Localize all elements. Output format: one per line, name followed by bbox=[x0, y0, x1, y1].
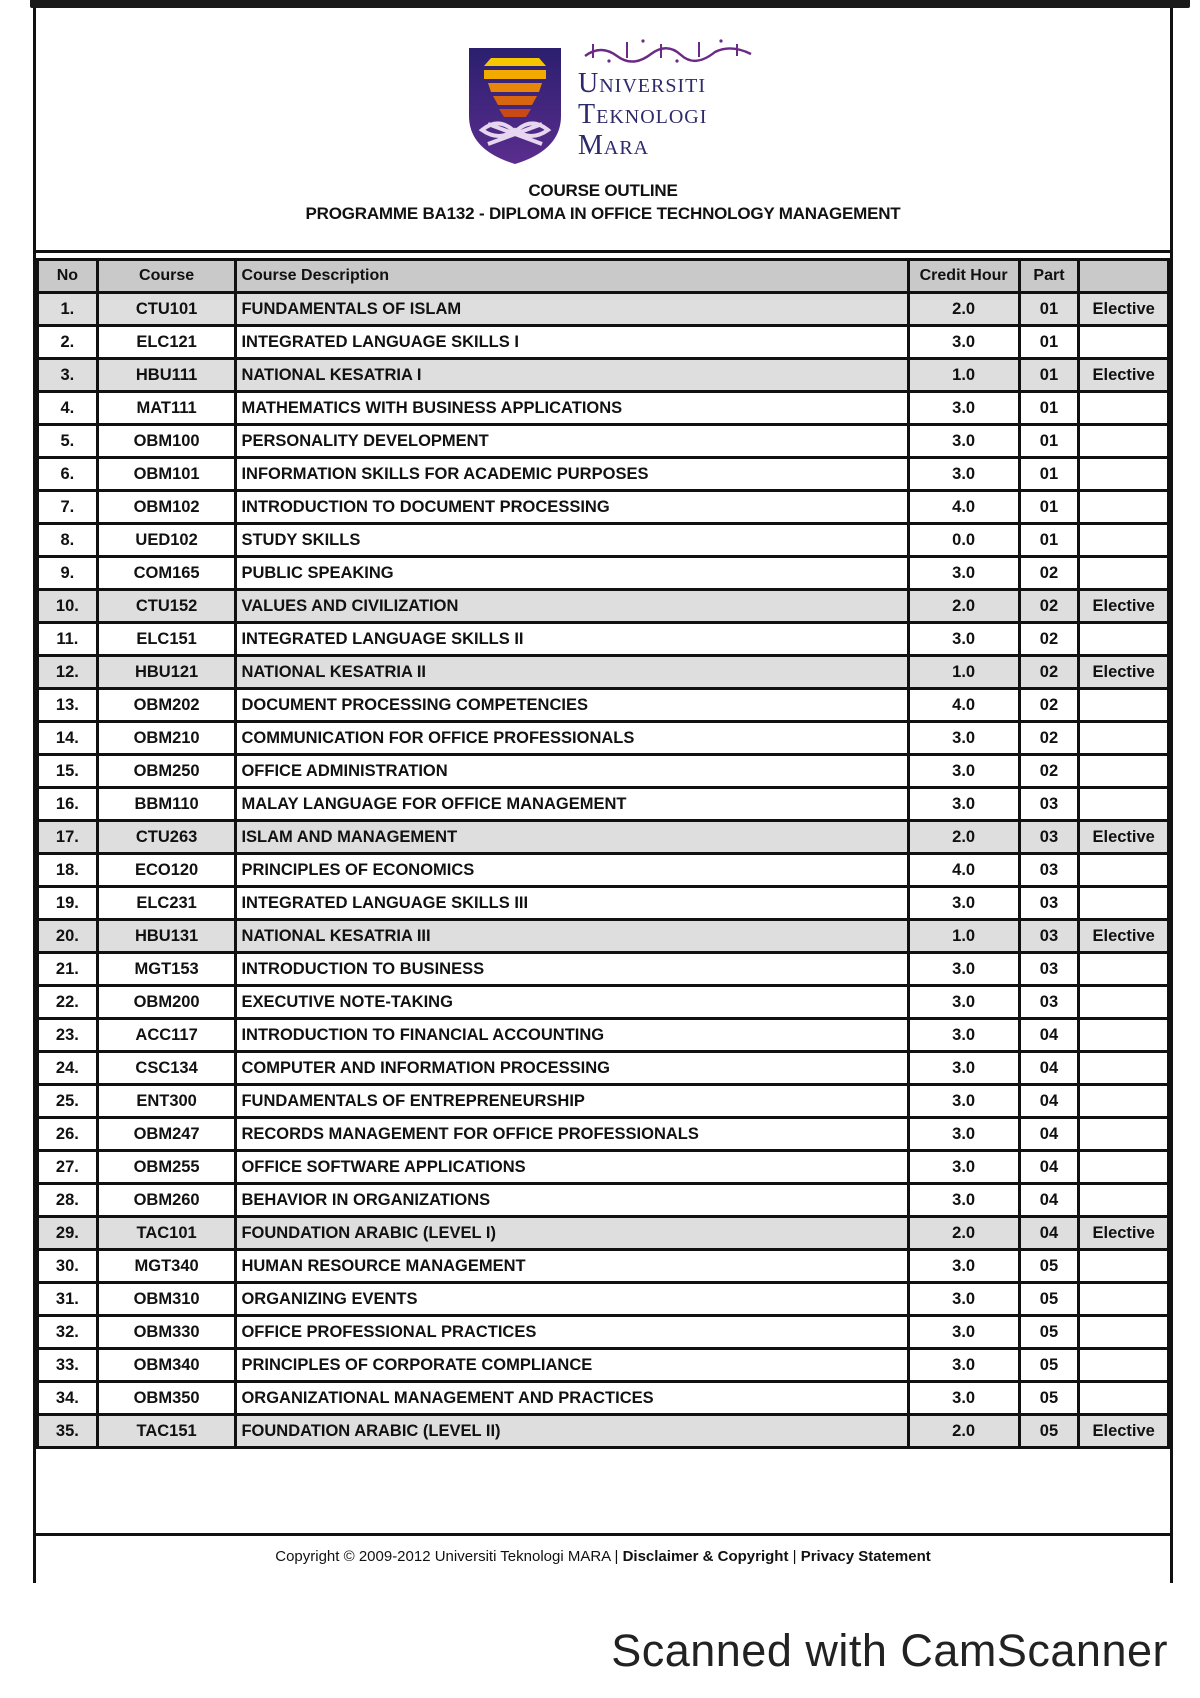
row-number: 28. bbox=[38, 1184, 98, 1217]
part-number: 02 bbox=[1019, 722, 1079, 755]
row-number: 32. bbox=[38, 1316, 98, 1349]
jawi-script-name bbox=[581, 38, 756, 64]
part-number: 04 bbox=[1019, 1085, 1079, 1118]
row-number: 10. bbox=[38, 590, 98, 623]
part-number: 01 bbox=[1019, 425, 1079, 458]
elective-label bbox=[1079, 755, 1169, 788]
credit-hour: 3.0 bbox=[908, 788, 1019, 821]
course-code: MGT153 bbox=[97, 953, 236, 986]
table-row bbox=[38, 689, 1169, 722]
document-title: COURSE OUTLINE bbox=[528, 181, 678, 200]
credit-hour: 3.0 bbox=[908, 392, 1019, 425]
part-number: 02 bbox=[1019, 623, 1079, 656]
elective-label bbox=[1079, 458, 1169, 491]
table-row bbox=[38, 953, 1169, 986]
part-number: 05 bbox=[1019, 1382, 1079, 1415]
course-code: OBM310 bbox=[97, 1283, 236, 1316]
table-row bbox=[38, 887, 1169, 920]
row-number: 35. bbox=[38, 1415, 98, 1448]
course-description: COMMUNICATION FOR OFFICE PROFESSIONALS bbox=[236, 722, 908, 755]
table-row bbox=[38, 425, 1169, 458]
elective-label bbox=[1079, 1085, 1169, 1118]
course-description: EXECUTIVE NOTE-TAKING bbox=[236, 986, 908, 1019]
credit-hour: 1.0 bbox=[908, 359, 1019, 392]
course-description: OFFICE ADMINISTRATION bbox=[236, 755, 908, 788]
credit-hour: 3.0 bbox=[908, 953, 1019, 986]
part-number: 01 bbox=[1019, 359, 1079, 392]
part-number: 03 bbox=[1019, 788, 1079, 821]
row-number: 18. bbox=[38, 854, 98, 887]
credit-hour: 3.0 bbox=[908, 1349, 1019, 1382]
row-number: 23. bbox=[38, 1019, 98, 1052]
credit-hour: 3.0 bbox=[908, 1283, 1019, 1316]
credit-hour: 3.0 bbox=[908, 1151, 1019, 1184]
course-table-body bbox=[38, 293, 1169, 1448]
course-description: INTEGRATED LANGUAGE SKILLS I bbox=[236, 326, 908, 359]
table-row bbox=[38, 1283, 1169, 1316]
row-number: 33. bbox=[38, 1349, 98, 1382]
credit-hour: 3.0 bbox=[908, 458, 1019, 491]
elective-label bbox=[1079, 1052, 1169, 1085]
part-number: 05 bbox=[1019, 1349, 1079, 1382]
table-row bbox=[38, 491, 1169, 524]
course-code: OBM247 bbox=[97, 1118, 236, 1151]
row-number: 11. bbox=[38, 623, 98, 656]
row-number: 31. bbox=[38, 1283, 98, 1316]
elective-label bbox=[1079, 887, 1169, 920]
credit-hour: 3.0 bbox=[908, 1184, 1019, 1217]
course-code: CSC134 bbox=[97, 1052, 236, 1085]
elective-label bbox=[1079, 1382, 1169, 1415]
course-description: STUDY SKILLS bbox=[236, 524, 908, 557]
credit-hour: 3.0 bbox=[908, 722, 1019, 755]
course-code: UED102 bbox=[97, 524, 236, 557]
course-code: HBU131 bbox=[97, 920, 236, 953]
row-number: 3. bbox=[38, 359, 98, 392]
column-header-note bbox=[1079, 260, 1169, 293]
course-code: ENT300 bbox=[97, 1085, 236, 1118]
credit-hour: 3.0 bbox=[908, 755, 1019, 788]
table-row bbox=[38, 1382, 1169, 1415]
document-header bbox=[36, 8, 1170, 253]
part-number: 03 bbox=[1019, 953, 1079, 986]
course-code: BBM110 bbox=[97, 788, 236, 821]
table-row bbox=[38, 1118, 1169, 1151]
column-header-description: Course Description bbox=[236, 260, 908, 293]
credit-hour: 3.0 bbox=[908, 1118, 1019, 1151]
row-number: 20. bbox=[38, 920, 98, 953]
table-row bbox=[38, 1184, 1169, 1217]
row-number: 9. bbox=[38, 557, 98, 590]
course-code: HBU121 bbox=[97, 656, 236, 689]
part-number: 01 bbox=[1019, 293, 1079, 326]
part-number: 02 bbox=[1019, 656, 1079, 689]
course-code: OBM340 bbox=[97, 1349, 236, 1382]
course-code: OBM101 bbox=[97, 458, 236, 491]
course-description: BEHAVIOR IN ORGANIZATIONS bbox=[236, 1184, 908, 1217]
elective-label: Elective bbox=[1079, 1217, 1169, 1250]
page-footer bbox=[36, 1533, 1170, 1581]
table-row bbox=[38, 1019, 1169, 1052]
part-number: 02 bbox=[1019, 755, 1079, 788]
course-code: ELC151 bbox=[97, 623, 236, 656]
course-description: PRINCIPLES OF CORPORATE COMPLIANCE bbox=[236, 1349, 908, 1382]
elective-label: Elective bbox=[1079, 920, 1169, 953]
course-description: INTRODUCTION TO BUSINESS bbox=[236, 953, 908, 986]
course-description: MATHEMATICS WITH BUSINESS APPLICATIONS bbox=[236, 392, 908, 425]
credit-hour: 3.0 bbox=[908, 986, 1019, 1019]
elective-label bbox=[1079, 425, 1169, 458]
table-row bbox=[38, 1250, 1169, 1283]
elective-label: Elective bbox=[1079, 1415, 1169, 1448]
course-description: COMPUTER AND INFORMATION PROCESSING bbox=[236, 1052, 908, 1085]
row-number: 21. bbox=[38, 953, 98, 986]
course-code: OBM330 bbox=[97, 1316, 236, 1349]
footer-separator: | bbox=[788, 1548, 801, 1565]
table-row bbox=[38, 1085, 1169, 1118]
course-code: OBM200 bbox=[97, 986, 236, 1019]
elective-label bbox=[1079, 326, 1169, 359]
row-number: 29. bbox=[38, 1217, 98, 1250]
table-row bbox=[38, 392, 1169, 425]
course-code: MAT111 bbox=[97, 392, 236, 425]
elective-label bbox=[1079, 1184, 1169, 1217]
table-row bbox=[38, 1349, 1169, 1382]
credit-hour: 3.0 bbox=[908, 1250, 1019, 1283]
credit-hour: 3.0 bbox=[908, 623, 1019, 656]
credit-hour: 3.0 bbox=[908, 425, 1019, 458]
row-number: 17. bbox=[38, 821, 98, 854]
elective-label: Elective bbox=[1079, 656, 1169, 689]
course-code: OBM255 bbox=[97, 1151, 236, 1184]
row-number: 26. bbox=[38, 1118, 98, 1151]
row-number: 22. bbox=[38, 986, 98, 1019]
credit-hour: 3.0 bbox=[908, 326, 1019, 359]
course-code: OBM210 bbox=[97, 722, 236, 755]
part-number: 01 bbox=[1019, 524, 1079, 557]
course-code: CTU152 bbox=[97, 590, 236, 623]
document-page bbox=[33, 8, 1173, 1583]
table-row bbox=[38, 722, 1169, 755]
part-number: 03 bbox=[1019, 986, 1079, 1019]
course-code: ECO120 bbox=[97, 854, 236, 887]
row-number: 13. bbox=[38, 689, 98, 722]
part-number: 02 bbox=[1019, 557, 1079, 590]
course-description: ISLAM AND MANAGEMENT bbox=[236, 821, 908, 854]
credit-hour: 2.0 bbox=[908, 821, 1019, 854]
row-number: 6. bbox=[38, 458, 98, 491]
part-number: 01 bbox=[1019, 326, 1079, 359]
course-code: CTU101 bbox=[97, 293, 236, 326]
course-code: COM165 bbox=[97, 557, 236, 590]
table-row bbox=[38, 590, 1169, 623]
elective-label bbox=[1079, 953, 1169, 986]
table-row bbox=[38, 557, 1169, 590]
course-description: VALUES AND CIVILIZATION bbox=[236, 590, 908, 623]
university-name-line: Mara bbox=[578, 130, 650, 161]
part-number: 04 bbox=[1019, 1217, 1079, 1250]
course-description: OFFICE PROFESSIONAL PRACTICES bbox=[236, 1316, 908, 1349]
credit-hour: 3.0 bbox=[908, 1052, 1019, 1085]
credit-hour: 3.0 bbox=[908, 557, 1019, 590]
course-code: TAC101 bbox=[97, 1217, 236, 1250]
column-header-credit-hour: Credit Hour bbox=[908, 260, 1019, 293]
elective-label bbox=[1079, 1250, 1169, 1283]
course-code: ELC231 bbox=[97, 887, 236, 920]
course-description: INTRODUCTION TO DOCUMENT PROCESSING bbox=[236, 491, 908, 524]
part-number: 03 bbox=[1019, 854, 1079, 887]
course-description: NATIONAL KESATRIA III bbox=[236, 920, 908, 953]
row-number: 1. bbox=[38, 293, 98, 326]
credit-hour: 1.0 bbox=[908, 920, 1019, 953]
table-row bbox=[38, 1151, 1169, 1184]
row-number: 14. bbox=[38, 722, 98, 755]
elective-label: Elective bbox=[1079, 590, 1169, 623]
part-number: 03 bbox=[1019, 887, 1079, 920]
course-description: PUBLIC SPEAKING bbox=[236, 557, 908, 590]
elective-label bbox=[1079, 623, 1169, 656]
table-row bbox=[38, 623, 1169, 656]
table-row bbox=[38, 524, 1169, 557]
credit-hour: 2.0 bbox=[908, 1415, 1019, 1448]
row-number: 34. bbox=[38, 1382, 98, 1415]
row-number: 24. bbox=[38, 1052, 98, 1085]
table-row bbox=[38, 821, 1169, 854]
credit-hour: 3.0 bbox=[908, 887, 1019, 920]
elective-label bbox=[1079, 986, 1169, 1019]
table-header-row bbox=[38, 260, 1169, 293]
course-description: ORGANIZATIONAL MANAGEMENT AND PRACTICES bbox=[236, 1382, 908, 1415]
elective-label bbox=[1079, 557, 1169, 590]
part-number: 05 bbox=[1019, 1316, 1079, 1349]
course-code: OBM102 bbox=[97, 491, 236, 524]
course-description: NATIONAL KESATRIA I bbox=[236, 359, 908, 392]
disclaimer-link[interactable]: Disclaimer & Copyright bbox=[622, 1548, 789, 1565]
course-description: INTRODUCTION TO FINANCIAL ACCOUNTING bbox=[236, 1019, 908, 1052]
table-row bbox=[38, 1316, 1169, 1349]
course-code: OBM100 bbox=[97, 425, 236, 458]
course-code: CTU263 bbox=[97, 821, 236, 854]
row-number: 30. bbox=[38, 1250, 98, 1283]
row-number: 15. bbox=[38, 755, 98, 788]
row-number: 8. bbox=[38, 524, 98, 557]
credit-hour: 1.0 bbox=[908, 656, 1019, 689]
course-description: PERSONALITY DEVELOPMENT bbox=[236, 425, 908, 458]
part-number: 03 bbox=[1019, 821, 1079, 854]
elective-label: Elective bbox=[1079, 293, 1169, 326]
column-header-part: Part bbox=[1019, 260, 1079, 293]
uitm-shield-icon bbox=[466, 46, 564, 166]
elective-label bbox=[1079, 722, 1169, 755]
course-description: OFFICE SOFTWARE APPLICATIONS bbox=[236, 1151, 908, 1184]
course-code: OBM260 bbox=[97, 1184, 236, 1217]
row-number: 27. bbox=[38, 1151, 98, 1184]
row-number: 7. bbox=[38, 491, 98, 524]
elective-label bbox=[1079, 1316, 1169, 1349]
course-description: DOCUMENT PROCESSING COMPETENCIES bbox=[236, 689, 908, 722]
course-code: HBU111 bbox=[97, 359, 236, 392]
course-description: FUNDAMENTALS OF ISLAM bbox=[236, 293, 908, 326]
table-row bbox=[38, 1052, 1169, 1085]
table-row bbox=[38, 1217, 1169, 1250]
programme-title: PROGRAMME BA132 - DIPLOMA IN OFFICE TECHNOLOGY MANAGEMENT bbox=[305, 204, 901, 223]
copyright-text: Copyright © 2009-2012 Universiti Teknologi MARA | bbox=[275, 1548, 623, 1565]
row-number: 5. bbox=[38, 425, 98, 458]
part-number: 04 bbox=[1019, 1151, 1079, 1184]
credit-hour: 3.0 bbox=[908, 1019, 1019, 1052]
course-description: FOUNDATION ARABIC (LEVEL II) bbox=[236, 1415, 908, 1448]
course-code: OBM250 bbox=[97, 755, 236, 788]
privacy-statement-link[interactable]: Privacy Statement bbox=[800, 1548, 931, 1565]
part-number: 01 bbox=[1019, 458, 1079, 491]
table-row bbox=[38, 755, 1169, 788]
part-number: 05 bbox=[1019, 1250, 1079, 1283]
credit-hour: 4.0 bbox=[908, 491, 1019, 524]
table-row bbox=[38, 458, 1169, 491]
scan-top-edge bbox=[30, 0, 1190, 8]
elective-label bbox=[1079, 524, 1169, 557]
part-number: 03 bbox=[1019, 920, 1079, 953]
credit-hour: 4.0 bbox=[908, 689, 1019, 722]
table-row bbox=[38, 986, 1169, 1019]
elective-label bbox=[1079, 1019, 1169, 1052]
part-number: 05 bbox=[1019, 1283, 1079, 1316]
table-row bbox=[38, 1415, 1169, 1448]
credit-hour: 2.0 bbox=[908, 590, 1019, 623]
part-number: 01 bbox=[1019, 491, 1079, 524]
credit-hour: 2.0 bbox=[908, 1217, 1019, 1250]
course-description: FUNDAMENTALS OF ENTREPRENEURSHIP bbox=[236, 1085, 908, 1118]
credit-hour: 2.0 bbox=[908, 293, 1019, 326]
row-number: 2. bbox=[38, 326, 98, 359]
part-number: 04 bbox=[1019, 1118, 1079, 1151]
part-number: 04 bbox=[1019, 1184, 1079, 1217]
part-number: 02 bbox=[1019, 590, 1079, 623]
table-row bbox=[38, 788, 1169, 821]
column-header-course: Course bbox=[97, 260, 236, 293]
course-code: MGT340 bbox=[97, 1250, 236, 1283]
university-name-line: Universiti bbox=[578, 68, 706, 99]
camscanner-watermark: Scanned with CamScanner bbox=[611, 1625, 1168, 1676]
row-number: 25. bbox=[38, 1085, 98, 1118]
table-row bbox=[38, 326, 1169, 359]
elective-label bbox=[1079, 1349, 1169, 1382]
course-description: NATIONAL KESATRIA II bbox=[236, 656, 908, 689]
course-code: TAC151 bbox=[97, 1415, 236, 1448]
credit-hour: 0.0 bbox=[908, 524, 1019, 557]
credit-hour: 3.0 bbox=[908, 1316, 1019, 1349]
course-description: FOUNDATION ARABIC (LEVEL I) bbox=[236, 1217, 908, 1250]
row-number: 12. bbox=[38, 656, 98, 689]
course-description: INTEGRATED LANGUAGE SKILLS II bbox=[236, 623, 908, 656]
table-row bbox=[38, 920, 1169, 953]
university-name bbox=[578, 68, 707, 161]
course-table bbox=[36, 258, 1170, 1449]
table-row bbox=[38, 854, 1169, 887]
course-description: INFORMATION SKILLS FOR ACADEMIC PURPOSES bbox=[236, 458, 908, 491]
table-row bbox=[38, 359, 1169, 392]
elective-label bbox=[1079, 788, 1169, 821]
part-number: 01 bbox=[1019, 392, 1079, 425]
course-description: HUMAN RESOURCE MANAGEMENT bbox=[236, 1250, 908, 1283]
part-number: 04 bbox=[1019, 1052, 1079, 1085]
elective-label: Elective bbox=[1079, 359, 1169, 392]
uitm-logo bbox=[466, 38, 826, 168]
course-description: ORGANIZING EVENTS bbox=[236, 1283, 908, 1316]
course-code: OBM350 bbox=[97, 1382, 236, 1415]
course-description: INTEGRATED LANGUAGE SKILLS III bbox=[236, 887, 908, 920]
row-number: 19. bbox=[38, 887, 98, 920]
course-code: ELC121 bbox=[97, 326, 236, 359]
column-header-no: No bbox=[38, 260, 98, 293]
elective-label bbox=[1079, 392, 1169, 425]
elective-label bbox=[1079, 689, 1169, 722]
course-description: MALAY LANGUAGE FOR OFFICE MANAGEMENT bbox=[236, 788, 908, 821]
row-number: 4. bbox=[38, 392, 98, 425]
part-number: 04 bbox=[1019, 1019, 1079, 1052]
elective-label bbox=[1079, 1283, 1169, 1316]
elective-label bbox=[1079, 1151, 1169, 1184]
course-code: ACC117 bbox=[97, 1019, 236, 1052]
elective-label: Elective bbox=[1079, 821, 1169, 854]
course-description: PRINCIPLES OF ECONOMICS bbox=[236, 854, 908, 887]
part-number: 05 bbox=[1019, 1415, 1079, 1448]
credit-hour: 3.0 bbox=[908, 1085, 1019, 1118]
table-row bbox=[38, 656, 1169, 689]
row-number: 16. bbox=[38, 788, 98, 821]
part-number: 02 bbox=[1019, 689, 1079, 722]
table-row bbox=[38, 293, 1169, 326]
credit-hour: 3.0 bbox=[908, 1382, 1019, 1415]
course-description: RECORDS MANAGEMENT FOR OFFICE PROFESSIONALS bbox=[236, 1118, 908, 1151]
credit-hour: 4.0 bbox=[908, 854, 1019, 887]
elective-label bbox=[1079, 854, 1169, 887]
university-name-line: Teknologi bbox=[578, 99, 708, 130]
course-code: OBM202 bbox=[97, 689, 236, 722]
elective-label bbox=[1079, 491, 1169, 524]
elective-label bbox=[1079, 1118, 1169, 1151]
